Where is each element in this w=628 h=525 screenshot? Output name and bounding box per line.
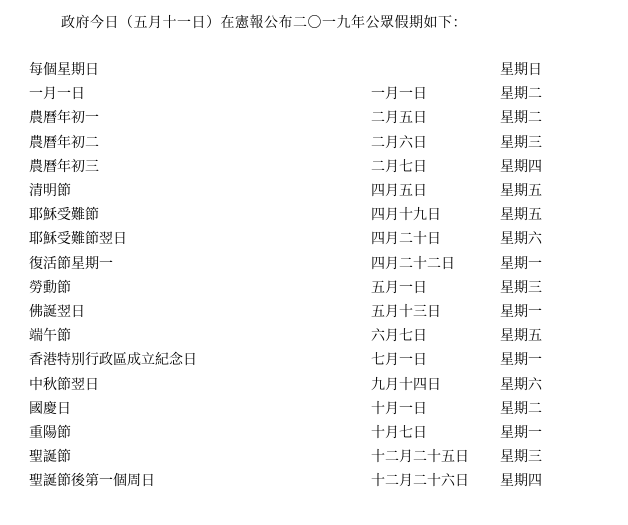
holiday-name: 端午節 <box>29 328 71 345</box>
holiday-name: 農曆年初一 <box>29 110 99 127</box>
table-row <box>29 397 560 421</box>
table-row <box>29 445 560 469</box>
holiday-rows <box>29 58 560 493</box>
holiday-date: 二月六日 <box>371 134 427 151</box>
holiday-name: 農曆年初三 <box>29 158 99 175</box>
holiday-name: 每個星期日 <box>29 62 99 79</box>
holiday-date: 二月七日 <box>371 158 427 175</box>
holiday-date: 四月十九日 <box>371 207 441 224</box>
holiday-name: 重陽節 <box>29 424 71 441</box>
holiday-date: 五月十三日 <box>371 303 441 320</box>
table-row <box>29 421 560 445</box>
holiday-date: 二月五日 <box>371 110 427 127</box>
holiday-date: 十二月二十五日 <box>371 449 469 466</box>
holiday-name: 國慶日 <box>29 400 71 417</box>
holiday-name: 復活節星期一 <box>29 255 113 272</box>
holiday-date: 四月二十日 <box>371 231 441 248</box>
holiday-name: 耶穌受難節翌日 <box>29 231 127 248</box>
table-row <box>29 155 560 179</box>
holiday-name: 佛誕翌日 <box>29 303 85 320</box>
holiday-date: 四月五日 <box>371 183 427 200</box>
holiday-weekday: 星期二 <box>500 86 542 103</box>
table-row <box>29 82 560 106</box>
holiday-weekday: 星期五 <box>500 207 542 224</box>
table-row <box>29 300 560 324</box>
holiday-weekday: 星期四 <box>500 158 542 175</box>
table-row <box>29 131 560 155</box>
holiday-weekday: 星期六 <box>500 376 542 393</box>
holiday-name: 農曆年初二 <box>29 134 99 151</box>
holiday-name: 勞動節 <box>29 279 71 296</box>
holiday-name: 聖誕節 <box>29 449 71 466</box>
holiday-weekday: 星期二 <box>500 110 542 127</box>
table-row <box>29 348 560 372</box>
holiday-name: 聖誕節後第一個周日 <box>29 473 155 490</box>
holiday-date: 十月七日 <box>371 424 427 441</box>
holiday-name: 香港特別行政區成立紀念日 <box>29 352 197 369</box>
holiday-date: 七月一日 <box>371 352 427 369</box>
holiday-weekday: 星期一 <box>500 255 542 272</box>
holiday-date: 四月二十二日 <box>371 255 455 272</box>
table-row <box>29 106 560 130</box>
holiday-weekday: 星期日 <box>500 62 542 79</box>
holiday-date: 五月一日 <box>371 279 427 296</box>
holiday-weekday: 星期三 <box>500 449 542 466</box>
holiday-weekday: 星期五 <box>500 183 542 200</box>
holiday-weekday: 星期一 <box>500 352 542 369</box>
table-row <box>29 372 560 396</box>
holiday-date: 六月七日 <box>371 328 427 345</box>
holiday-date: 十二月二十六日 <box>371 473 469 490</box>
table-row <box>29 203 560 227</box>
holiday-name: 清明節 <box>29 183 71 200</box>
table-row <box>29 58 560 82</box>
holiday-date <box>371 58 500 82</box>
intro-text: 政府今日（五月十一日）在憲報公布二〇一九年公眾假期如下： <box>61 15 467 31</box>
holiday-weekday: 星期三 <box>500 279 542 296</box>
holiday-name: 一月一日 <box>29 86 85 103</box>
holiday-table <box>29 58 560 493</box>
holiday-date: 一月一日 <box>371 86 427 103</box>
holiday-weekday: 星期三 <box>500 134 542 151</box>
table-row <box>29 227 560 251</box>
holiday-name: 中秋節翌日 <box>29 376 99 393</box>
holiday-weekday: 星期四 <box>500 473 542 490</box>
table-row <box>29 252 560 276</box>
holiday-name: 耶穌受難節 <box>29 207 99 224</box>
holiday-weekday: 星期六 <box>500 231 542 248</box>
holiday-date: 十月一日 <box>371 400 427 417</box>
holiday-date: 九月十四日 <box>371 376 441 393</box>
holiday-weekday: 星期一 <box>500 424 542 441</box>
table-row <box>29 469 560 493</box>
holiday-weekday: 星期五 <box>500 328 542 345</box>
table-row <box>29 276 560 300</box>
table-row <box>29 179 560 203</box>
holiday-weekday: 星期二 <box>500 400 542 417</box>
table-row <box>29 324 560 348</box>
holiday-weekday: 星期一 <box>500 303 542 320</box>
